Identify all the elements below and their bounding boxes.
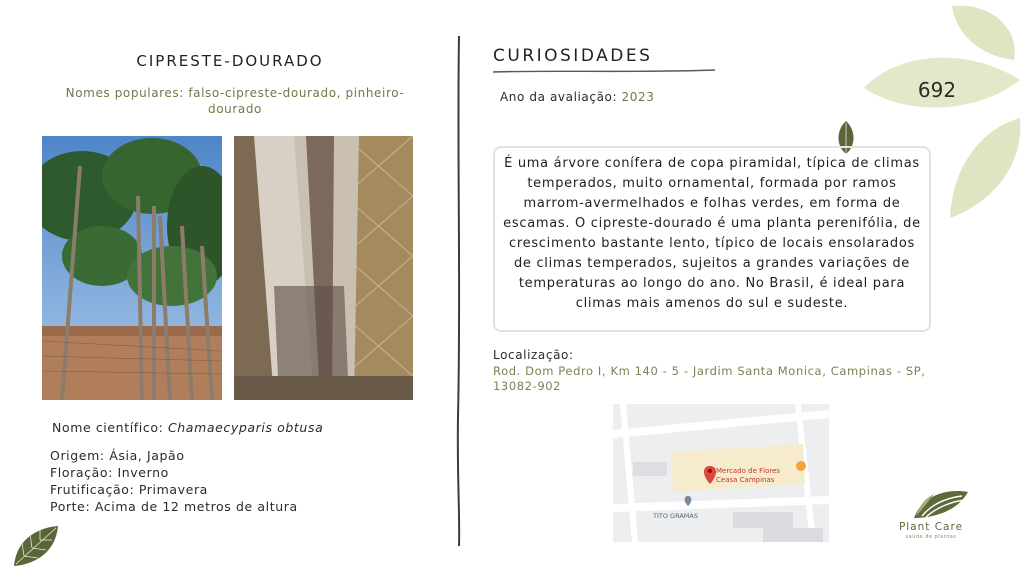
location-map[interactable] [613,404,829,542]
scientific-name-value: Chamaecyparis obtusa [167,420,324,435]
plant-title: CIPRESTE-DOURADO [136,52,324,70]
plant-number-badge: 692 [917,78,957,102]
title-underline [493,68,715,74]
curiosities-title: CURIOSIDADES [493,46,653,66]
scientific-name [52,420,323,435]
logo-tagline: saúde de plantas [905,534,957,540]
plant-facts [50,447,298,515]
year-value: 2023 [621,90,655,104]
vertical-divider [455,36,463,546]
evaluation-year [500,90,655,104]
location-label: Localização: [493,348,574,362]
year-label: Ano da avaliação: [500,90,618,104]
flowering: Floração: Inverno [50,465,169,480]
fruiting: Frutificação: Primavera [50,482,208,497]
location-address[interactable]: Rod. Dom Pedro I, Km 140 - 5 - Jardim Santa Monica, Campinas - SP, 13082-902 [493,364,926,393]
map-place-line2: Ceasa Campinas [716,476,775,484]
origin: Origem: Ásia, Japão [50,448,185,463]
leaf-icon [12,524,60,568]
description-box: É uma árvore conífera de copa piramidal, típica de climas temperados, muito ornamental, formada por ramos marrom-avermelhados e folhas verdes, em forma de escamas. O cipreste-dourado é uma planta perenifólia, de crescimento bastante lento, típico de locais ensolarados de climas temperados, sujeitos a grandes variações de temperaturas ao longo do ano. No Brasil, é ideal para climas mais amenos do sul e sudeste. [493,146,931,332]
scientific-label: Nome científico: [52,420,168,435]
plant-care-logo-icon [912,486,970,520]
logo-name: Plant Care [898,521,964,533]
tree-photo [42,136,222,400]
size: Porte: Acima de 12 metros de altura [50,499,298,514]
popular-names: Nomes populares: falso-cipreste-dourado, pinheiro-dourado [65,86,405,116]
map-secondary-place: TITO GRAMAS [653,512,698,520]
trunk-photo [234,136,413,400]
map-place-line1: Mercado de Flores [716,467,781,475]
